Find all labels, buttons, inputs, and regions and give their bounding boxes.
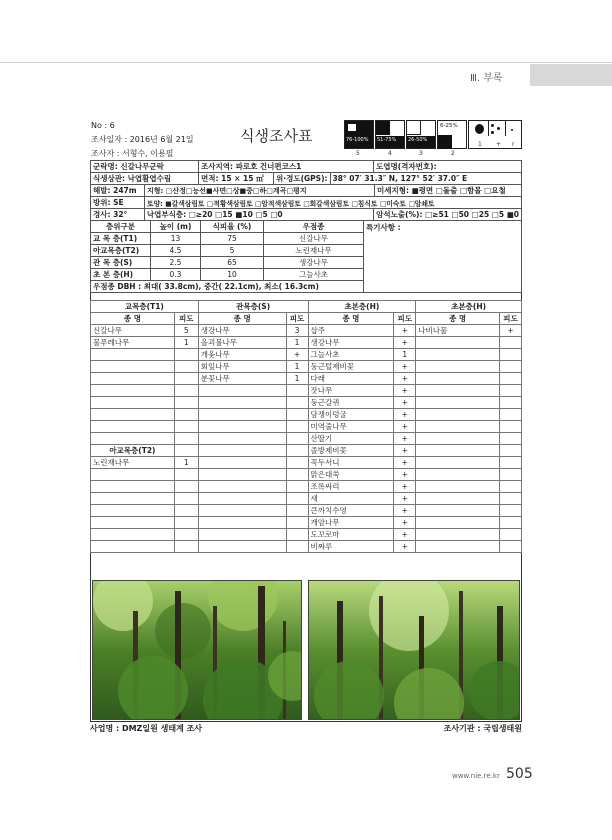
species-name-empty — [416, 349, 500, 361]
physiognomy: 식생상관: 낙엽활엽수림 — [91, 173, 199, 185]
species-cover: + — [286, 349, 308, 361]
species-name-empty — [198, 493, 286, 505]
species-cover-empty — [286, 517, 308, 529]
site-photo-right — [308, 580, 520, 720]
species-name: 잣나무 — [308, 385, 394, 397]
cover-number-2: 2 — [451, 150, 455, 157]
layer-row-cover: 10 — [201, 269, 264, 281]
survey-agency: 조사기관 : 국립생태원 — [443, 724, 522, 733]
species-cover-empty — [174, 421, 198, 433]
layer-table — [90, 220, 522, 293]
species-name-empty — [91, 541, 175, 553]
species-cover-empty — [499, 397, 521, 409]
table-row — [91, 493, 522, 505]
species-name-empty — [416, 469, 500, 481]
species-cover-empty — [174, 349, 198, 361]
species-name: 조록싸리 — [308, 481, 394, 493]
species-name-empty — [416, 493, 500, 505]
species-cover: + — [394, 337, 416, 349]
species-name: 나비나물 — [416, 325, 500, 337]
gps-label: 위·경도(GPS): — [274, 173, 331, 185]
species-cover: + — [394, 493, 416, 505]
species-cover-empty — [174, 493, 198, 505]
cover-class-4: 51-75% — [375, 120, 405, 149]
dominant-dbh: 우점종 DBH : 최대( 33.8cm), 중간( 22.1cm), 최소( 16.3cm) — [91, 281, 364, 293]
species-t2-label: 아교목층(T2) — [91, 445, 175, 457]
species-cover: 1 — [286, 373, 308, 385]
species-name: 새 — [308, 493, 394, 505]
species-name-empty — [416, 457, 500, 469]
species-cover-empty — [174, 409, 198, 421]
species-cover-empty — [286, 505, 308, 517]
species-name-empty — [91, 373, 175, 385]
species-name-empty — [198, 397, 286, 409]
species-cover-empty — [499, 469, 521, 481]
species-layer-header: 초본층(H) — [308, 301, 416, 313]
page-number: 505 — [506, 766, 533, 782]
litter-layer: 낙엽부식층: □≥20 □15 ■10 □5 □0 — [144, 209, 373, 221]
map-sheet: 도엽명(격자번호): — [374, 161, 522, 173]
species-cover-empty — [499, 481, 521, 493]
layer-row-height: 13 — [151, 233, 201, 245]
species-cover-empty — [499, 493, 521, 505]
species-name-empty — [198, 481, 286, 493]
species-cover-empty — [286, 409, 308, 421]
gps-value: 38° 07′ 31.3″ N, 127° 52′ 37.0″ E — [330, 173, 522, 185]
species-name-empty — [91, 397, 175, 409]
species-cover: 1 — [174, 337, 198, 349]
species-cover-empty — [286, 493, 308, 505]
species-name: 비짜루 — [308, 541, 394, 553]
species-name-empty — [198, 433, 286, 445]
species-cover: + — [394, 469, 416, 481]
species-cover-empty — [499, 409, 521, 421]
cover-number-1: 1 — [478, 141, 482, 148]
community-name: 군락명: 신갈나무군락 — [91, 161, 199, 173]
layer-row-height: 0.3 — [151, 269, 201, 281]
species-cover-empty — [286, 457, 308, 469]
special-notes: 특기사항 : — [364, 221, 522, 293]
layer-row-cover: 75 — [201, 233, 264, 245]
species-layer-header: 교목층(T1) — [91, 301, 199, 313]
record-number: No : 6 — [91, 121, 115, 130]
species-name-empty — [91, 433, 175, 445]
species-name: 산딸기 — [308, 433, 394, 445]
cover-class-5: 76-100% — [344, 120, 374, 149]
species-name: 개암나무 — [308, 517, 394, 529]
species-cover: + — [394, 433, 416, 445]
species-cover: 5 — [174, 325, 198, 337]
species-cover-empty — [286, 469, 308, 481]
layer-header-dominant: 우점종 — [264, 221, 364, 233]
species-name-empty — [416, 421, 500, 433]
species-name-empty — [416, 517, 500, 529]
species-cover: + — [394, 361, 416, 373]
species-name: 다래 — [308, 373, 394, 385]
species-col-cover-header: 피도 — [286, 313, 308, 325]
surveyor: 조사자 : 서형수, 이용필 — [91, 149, 174, 158]
table-row — [91, 397, 522, 409]
species-cover: + — [394, 517, 416, 529]
table-row — [91, 337, 522, 349]
species-cover: 1 — [286, 337, 308, 349]
survey-location: 조사지역: 파로호 건너편코스1 — [199, 161, 374, 173]
table-row — [91, 433, 522, 445]
species-name-empty — [416, 481, 500, 493]
cover-number-r: r — [512, 141, 515, 148]
project-name: 사업명 : DMZ일원 생태계 조사 — [90, 724, 203, 733]
species-cover-empty — [499, 433, 521, 445]
layer-row-dominant: 그늘사초 — [264, 269, 364, 281]
species-cover-empty — [286, 433, 308, 445]
species-cover-empty — [174, 385, 198, 397]
table-row — [91, 529, 522, 541]
species-cover-empty — [174, 397, 198, 409]
species-cover: + — [394, 481, 416, 493]
layer-row-name: 초 본 층(H) — [91, 269, 151, 281]
species-col-cover-header: 피도 — [394, 313, 416, 325]
species-name: 물푸레나무 — [91, 337, 175, 349]
species-name-empty — [416, 337, 500, 349]
species-cover: 3 — [286, 325, 308, 337]
species-cover-empty — [286, 397, 308, 409]
species-cover: + — [499, 325, 521, 337]
species-name: 분꽃나무 — [198, 373, 286, 385]
table-row — [91, 481, 522, 493]
species-cover-empty — [286, 529, 308, 541]
species-cover-empty — [174, 541, 198, 553]
species-name-empty — [91, 481, 175, 493]
species-cover-empty — [499, 385, 521, 397]
species-name: 둥근털제비꽃 — [308, 361, 394, 373]
species-cover-empty — [286, 421, 308, 433]
species-name-empty — [91, 385, 175, 397]
layer-row-name: 교 목 층(T1) — [91, 233, 151, 245]
species-name: 삽주 — [308, 325, 394, 337]
species-cover: + — [394, 397, 416, 409]
species-col-name-header: 종 명 — [91, 313, 175, 325]
species-name: 맑은대쑥 — [308, 469, 394, 481]
altitude: 해발: 247m — [91, 185, 145, 197]
table-row — [91, 325, 522, 337]
species-col-name-header: 종 명 — [198, 313, 286, 325]
species-cover-empty — [499, 445, 521, 457]
species-name-empty — [416, 397, 500, 409]
layer-row-height: 4.5 — [151, 245, 201, 257]
species-cover-empty — [499, 529, 521, 541]
species-cover-empty — [174, 469, 198, 481]
species-name-empty — [416, 445, 500, 457]
species-name-empty — [198, 385, 286, 397]
layer-row-dominant: 생강나무 — [264, 257, 364, 269]
species-name-empty — [91, 409, 175, 421]
species-col-name-header: 종 명 — [416, 313, 500, 325]
header-rule — [0, 62, 612, 63]
species-name-empty — [91, 505, 175, 517]
species-cover: + — [394, 421, 416, 433]
species-name: 졸방제비꽃 — [308, 445, 394, 457]
plot-area: 면적: 15 × 15 ㎡ — [199, 173, 274, 185]
species-cover-empty — [174, 373, 198, 385]
layer-row-name: 관 목 층(S) — [91, 257, 151, 269]
table-row — [91, 445, 522, 457]
cover-number-plus: + — [496, 141, 502, 148]
layer-row-cover: 65 — [201, 257, 264, 269]
species-name: 도꼬로마 — [308, 529, 394, 541]
species-name-empty — [198, 541, 286, 553]
sheet-footer — [90, 723, 522, 734]
table-row — [91, 469, 522, 481]
species-cover: + — [394, 409, 416, 421]
species-name-empty — [198, 469, 286, 481]
species-cover-empty — [286, 445, 308, 457]
species-name: 큰까치수영 — [308, 505, 394, 517]
species-name-empty — [91, 517, 175, 529]
species-name: 생강나무 — [308, 337, 394, 349]
table-row — [91, 349, 522, 361]
site-url: www.nie.re.kr — [452, 772, 500, 780]
table-row — [91, 517, 522, 529]
table-row — [91, 505, 522, 517]
chapter-tab — [530, 64, 612, 86]
species-name: 담쟁이덩굴 — [308, 409, 394, 421]
species-cover-empty — [286, 385, 308, 397]
species-cover: 1 — [394, 349, 416, 361]
survey-date: 조사일자 : 2016년 6월 21일 — [91, 135, 194, 144]
layer-row-name: 아교목층(T2) — [91, 245, 151, 257]
species-cover: 1 — [174, 457, 198, 469]
species-name-empty — [198, 409, 286, 421]
species-name: 올괴불나무 — [198, 337, 286, 349]
species-cover-empty — [174, 433, 198, 445]
terrain: 지형: □산정□능선■사면□상■중□하□계곡□평지 — [145, 185, 375, 197]
species-name-empty — [416, 541, 500, 553]
species-cover-empty — [286, 481, 308, 493]
species-name-empty — [416, 433, 500, 445]
species-col-cover-header: 피도 — [499, 313, 521, 325]
species-name: 신갈나무 — [91, 325, 175, 337]
species-cover-empty — [499, 361, 521, 373]
slope: 경사: 32° — [91, 209, 145, 221]
layer-row-dominant: 노린재나무 — [264, 245, 364, 257]
aspect: 방위: SE — [91, 197, 145, 209]
species-name: 회잎나무 — [198, 361, 286, 373]
cover-number-5: 5 — [356, 150, 360, 157]
species-layer-header: 초본층(H) — [416, 301, 522, 313]
table-row — [91, 457, 522, 469]
species-col-cover-header: 피도 — [174, 313, 198, 325]
species-name-empty — [416, 505, 500, 517]
species-cover: + — [394, 325, 416, 337]
layer-row-cover: 5 — [201, 245, 264, 257]
species-cover: + — [394, 505, 416, 517]
species-cover-empty — [499, 505, 521, 517]
species-layer-header: 관목층(S) — [198, 301, 308, 313]
species-name-empty — [91, 469, 175, 481]
layer-row-dominant: 신갈나무 — [264, 233, 364, 245]
species-cover-empty — [174, 517, 198, 529]
species-cover-empty — [286, 541, 308, 553]
form-title: 식생조사표 — [240, 127, 313, 145]
species-name: 미역줄나무 — [308, 421, 394, 433]
soil-type: 토양: ■갈색삼림토 □적황색삼림토 □암적색삼림토 □회갈색삼림토 □침식토 □미숙토 □암쇄토 — [145, 197, 522, 209]
table-row — [91, 385, 522, 397]
layer-header-cover: 식피율 (%) — [201, 221, 264, 233]
layer-header-name: 층위구분 — [91, 221, 151, 233]
table-row — [91, 541, 522, 553]
layer-row-height: 2.5 — [151, 257, 201, 269]
species-name-empty — [416, 409, 500, 421]
species-cover-empty — [174, 505, 198, 517]
species-name-empty — [91, 361, 175, 373]
species-cover: + — [394, 445, 416, 457]
species-cover: + — [394, 541, 416, 553]
species-cover-empty — [499, 421, 521, 433]
cover-class-2: 6-25% — [437, 120, 467, 149]
species-cover: + — [394, 373, 416, 385]
species-name-empty — [198, 445, 286, 457]
species-name: 생강나무 — [198, 325, 286, 337]
species-cover-empty — [174, 481, 198, 493]
species-name-empty — [198, 529, 286, 541]
table-row — [91, 373, 522, 385]
chapter-label: Ⅲ. 부록 — [470, 73, 503, 84]
species-name-empty — [198, 517, 286, 529]
species-name-empty — [91, 529, 175, 541]
species-cover-empty — [499, 457, 521, 469]
species-cover: + — [394, 457, 416, 469]
species-name-empty — [91, 493, 175, 505]
species-name: 꼭두서니 — [308, 457, 394, 469]
cover-number-4: 4 — [388, 150, 392, 157]
species-cover-empty — [499, 337, 521, 349]
species-name: 개옻나무 — [198, 349, 286, 361]
species-name-empty — [416, 385, 500, 397]
species-name-empty — [198, 505, 286, 517]
species-name-empty — [416, 373, 500, 385]
species-cover-empty — [174, 529, 198, 541]
species-name-empty — [198, 421, 286, 433]
micro-terrain: 미세지형: ■평면 □돌출 □함몰 □요철 — [375, 185, 522, 197]
species-t2-cover-empty — [174, 445, 198, 457]
species-name-empty — [91, 349, 175, 361]
species-table — [90, 300, 522, 553]
species-col-name-header: 종 명 — [308, 313, 394, 325]
species-cover: + — [394, 385, 416, 397]
table-row — [91, 409, 522, 421]
species-name: 그늘사초 — [308, 349, 394, 361]
cover-number-3: 3 — [419, 150, 423, 157]
cover-class-3: 26-50% — [406, 120, 436, 149]
species-name-empty — [91, 421, 175, 433]
species-cover: 1 — [286, 361, 308, 373]
species-cover-empty — [499, 517, 521, 529]
site-photo-left — [92, 580, 302, 720]
species-cover-empty — [499, 541, 521, 553]
species-cover-empty — [499, 349, 521, 361]
rock-exposure: 암석노출(%): □≥51 □50 □25 □5 ■0 — [374, 209, 522, 221]
species-cover-empty — [174, 361, 198, 373]
species-name: 둥근갈퀴 — [308, 397, 394, 409]
table-row — [91, 361, 522, 373]
species-name: 노린재나무 — [91, 457, 175, 469]
table-row — [91, 421, 522, 433]
species-name-empty — [416, 361, 500, 373]
species-name-empty — [416, 529, 500, 541]
species-name-empty — [198, 457, 286, 469]
layer-header-height: 높이 (m) — [151, 221, 201, 233]
species-cover-empty — [499, 373, 521, 385]
species-cover: + — [394, 529, 416, 541]
